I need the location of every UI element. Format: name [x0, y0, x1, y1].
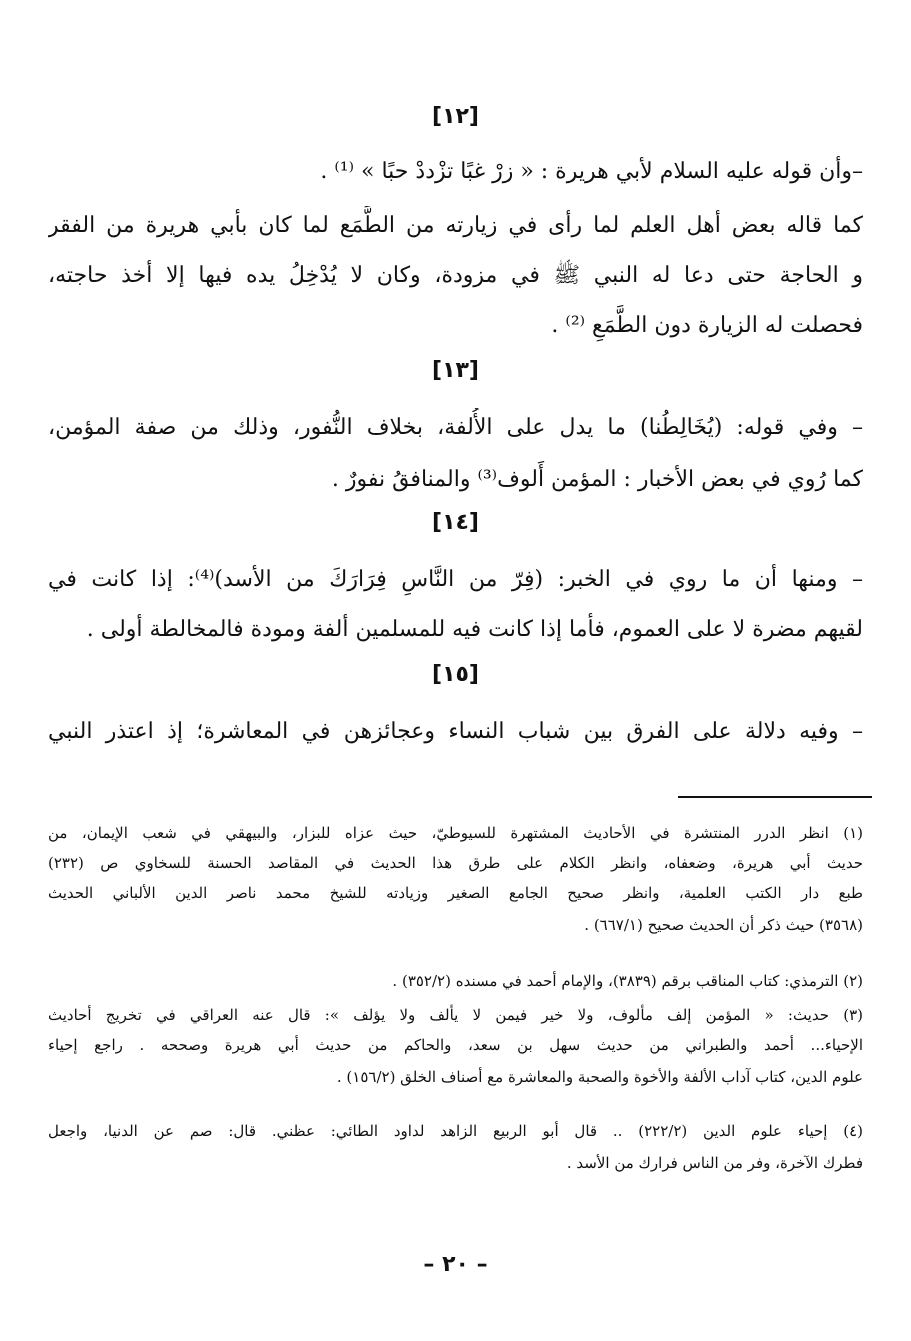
body-line: –وأن قوله عليه السلام لأبي هريرة : « زرْ غبًا تزْددْ حبًا » ⁽¹⁾ .	[320, 159, 863, 184]
footnote-line: (١) انظر الدرر المنتشرة في الأحاديث المشتهرة للسيوطيّ، حيث عزاه للبزار، والبيهقي في شعب الإيمان، من	[48, 824, 863, 842]
footnote-line: علوم الدين، كتاب آداب الألفة والأخوة والصحبة والمعاشرة مع أصناف الخلق (١٥٦/٢) .	[336, 1068, 863, 1086]
body-line: – وفي قوله: (يُخَالِطُنا) ما يدل على الأُلفة، بخلاف النُّفور، وذلك من صفة المؤمن،	[48, 415, 863, 440]
section-number: [١٤]	[432, 510, 479, 535]
body-line: لقيهم مضرة لا على العموم، فأما إذا كانت فيه للمسلمين ألفة ومودة فالمخالطة أولى .	[86, 617, 863, 642]
section-number: [١٢]	[432, 104, 479, 129]
section-number: [١٣]	[432, 358, 479, 383]
footnote-line: فطرك الآخرة، وفر من الناس فرارك من الأسد .	[566, 1154, 863, 1172]
section-number: [١٥]	[432, 662, 479, 687]
footnote-line: (٣٥٦٨) حيث ذكر أن الحديث صحيح (٦٦٧/١) .	[584, 916, 863, 934]
body-line: و الحاجة حتى دعا له النبي ﷺ في مزودة، وكان لا يُدْخِلُ يده فيها إلا أخذ حاجته،	[48, 263, 863, 288]
footnote-line: حديث أبي هريرة، وضعفاه، وانظر الكلام على طرق هذا الحديث في المقاصد الحسنة للسخاوي ص (٢٣٢)	[48, 854, 863, 872]
body-line: كما رُوي في بعض الأخبار : المؤمن أَلوف⁽³⁾ والمنافقُ نفورٌ .	[331, 467, 863, 492]
footnote-line: (٤) إحياء علوم الدين (٢٢٢/٢) .. قال أبو الربيع الزاهد لداود الطائي: عظني. قال: صم عن الدنيا، واجعل	[48, 1122, 863, 1140]
footnote-separator	[678, 796, 872, 798]
body-line: كما قاله بعض أهل العلم لما رأى في زيارته من الطَّمَع لما كان بأبي هريرة من الفقر	[48, 213, 863, 238]
footnote-line: الإحياء... أحمد والطبراني من حديث سهل بن سعد، والحاكم من حديث أبي هريرة وصححه . راجع إحياء	[48, 1036, 863, 1054]
body-line: – ومنها أن ما روي في الخبر: (فِرّ من النَّاسِ فِرَارَكَ من الأسد)⁽⁴⁾: إذا كانت في	[48, 567, 863, 592]
footnote-line: طبع دار الكتب العلمية، وانظر صحيح الجامع الصغير وزيادته للشيخ محمد ناصر الدين الألباني الحديث	[48, 884, 863, 902]
footnote-line: (٣) حديث: « المؤمن إلف مألوف، ولا خير فيمن لا يألف ولا يؤلف »: قال عنه العراقي في تخريج أحاديث	[48, 1006, 863, 1024]
footnote-line: (٢) الترمذي: كتاب المناقب برقم (٣٨٣٩)، والإمام أحمد في مسنده (٣٥٢/٢) .	[392, 972, 863, 990]
body-line: – وفيه دلالة على الفرق بين شباب النساء وعجائزهن في المعاشرة؛ إذ اعتذر النبي	[48, 719, 863, 744]
page-number: – ٢٠ –	[423, 1252, 488, 1277]
body-line: فحصلت له الزيارة دون الطَّمَعِ ⁽²⁾ .	[551, 313, 863, 338]
